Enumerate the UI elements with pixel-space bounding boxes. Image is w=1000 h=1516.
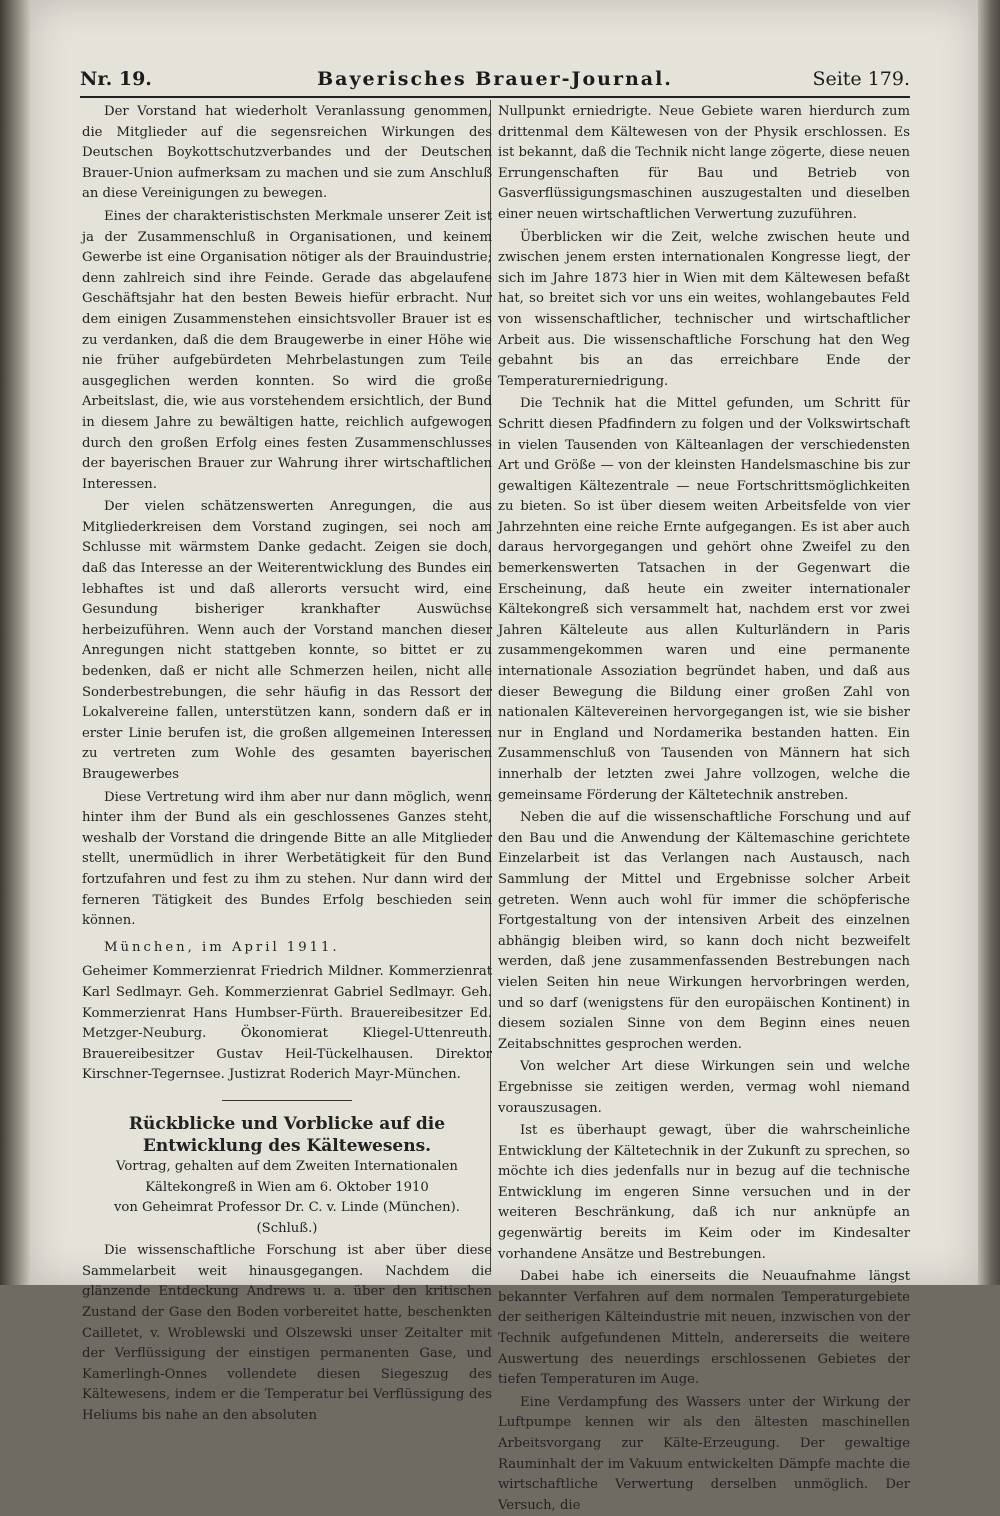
article-continuation-note: (Schluß.) [256,1220,318,1236]
paragraph: Von welcher Art diese Wirkungen sein und welche Ergebnisse sie zeitigen werden, vermag wohl niemand vorauszusagen. [498,1059,910,1116]
paragraph: Ist es überhaupt gewagt, über die wahrscheinliche Entwicklung der Kältetechnik in der Zukunft zu sprechen, so möchte ich dies jedenfalls nur in bezug auf die technische Entwicklung im engeren Sinne versuchen und in der weiteren Beschränkung, daß ich nur anknüpfe an gegenwärtig bereits im Keim oder im Kindesalter vorhandene Ansätze und Bestrebungen. [498,1123,910,1262]
place-date: München, im April 1911. [104,939,340,955]
paragraph: Neben die auf die wissenschaftliche Forschung und auf den Bau und die Anwendung der Kältemaschine gerichtete Einzelarbeit ist das Verlangen nach Austausch, nach Sammlung der Mittel und Ergebnisse solcher Arbeit getreten. Wenn auch wohl für immer die schöpferische Fortgestaltung von der intensiven Arbeit des einzelnen abhängig bleiben wird, so kann doch nicht bezweifelt werden, daß jene zusammenfassenden Bestrebungen nach vielen Seiten hin neue Wirkungen hervorbringen werden, und so darf (wenigstens für den europäischen Kontinent) in diesem sozialen Sinne von dem Beginn eines neuen Zeitabschnittes gesprochen werden. [498,810,910,1052]
paragraph: Die Technik hat die Mittel gefunden, um Schritt für Schritt diesen Pfadfindern zu folgen und der Volkswirtschaft in vielen Tausenden von Kälteanlagen der verschiedensten Art und Größe — von der kleinsten Handelsmaschine bis zur gewaltigen Kältezentrale — neue Fortschrittsmöglichkeiten zu bieten. So ist über diesem weiten Arbeitsfelde von vier Jahrzehnten eine reiche Ernte aufgegangen. Es ist aber auch daraus hervorgegangen und gehört ohne Zweifel zu den bemerkenswerten Tatsachen in der Gegenwart die Erscheinung, daß heute ein zweiter internationaler Kältekongreß sich versammelt hat, nachdem erst vor zwei Jahren Kälteleute aus allen Kulturländern in Paris zusammengekommen waren und eine permanente internationale Assoziation begründet haben, und daß aus dieser Bewegung die Bildung einer großen Zahl von nationalen Kältevereinen hervorgegangen ist, wie sie bisher nur in England und Nordamerika bestanden hatten. Ein Zusammenschluß von Tausenden von Männern hat sich innerhalb der letzten zwei Jahre vollzogen, welche die gemeinsame Förderung der Kältetechnik anstreben. [498,396,910,803]
paragraph: Diese Vertretung wird ihm aber nur dann möglich, wenn hinter ihm der Bund als ein geschlossenes Ganzes steht, weshalb der Vorstand die dringende Bitte an alle Mitglieder stellt, unermüdlich in ihrer Werbetätigkeit für den Bund fortzufahren und fest zu ihm zu stehen. Nur dann wird der ferneren Tätigkeit des Bundes Erfolg beschieden sein können. [82,789,492,929]
page-edge [978,0,1000,1285]
paragraph: Die wissenschaftliche Forschung ist aber über diese Sammelarbeit weit hinausgegangen. Nachdem die glänzende Entdeckung Andrews u. a. über den kritischen Zustand der Gase den Boden vorbereitet hatte, beschenkten Cailletet, v. Wroblewski und Olszewski unser Zeitalter mit der Verflüssigung der einstigen permanenten Gase, und Kamerlingh-Onnes vollendete diesen Siegeszug des Kältewesens, indem er die Temperatur bei Verflüssigung des Heliums bis nahe an den absoluten [82,1243,492,1424]
journal-title: Bayerisches Brauer-Journal. [317,68,673,90]
paragraph: Der vielen schätzenswerten Anregungen, die aus Mitgliederkreisen dem Vorstand zugingen, sei noch am Schlusse mit wärmstem Danke gedacht. Zeigen sie doch, daß das Interesse an der Weiterentwicklung des Bundes ein lebhaftes ist und daß allerorts versucht wird, eine Gesundung bisheriger krankhafter Auswüchse herbeizuführen. Wenn auch der Vorstand manchen dieser Anregungen nicht stattgeben konnte, so bittet er zu bedenken, daß er nicht alle Schmerzen heilen, nicht alle Sonderbestrebungen, die sehr häufig in das Ressort der Lokalvereine fallen, unterstützen kann, sondern daß er in erster Linie berufen ist, die großen allgemeinen Interessen zu vertreten zum Wohle des gesamten bayerischen Braugewerbes [82,499,492,782]
book-binding-gutter [0,0,30,1285]
issue-number: Nr. 19. [80,68,152,90]
paragraph: Dabei habe ich einerseits die Neuaufnahme längst bekannter Verfahren auf dem normalen Temperaturgebiete der seitherigen Kälteindustrie mit neuen, inzwischen von der Technik aufgefundenen Mitteln, andererseits die weitere Auswertung des neuerdings erschlossenen Gebietes der tiefen Temperaturen im Auge. [498,1269,910,1388]
article-author: von Geheimrat Professor Dr. C. v. Linde (München). [113,1200,460,1216]
page-number: Seite 179. [812,68,910,90]
running-header [80,66,910,98]
signatories: Geheimer Kommerzienrat Friedrich Mildner. Kommerzienrat Karl Sedlmayr. Geh. Kommerzienrat Gabriel Sedlmayr. Geh. Kommerzienrat Hans Humbser-Fürth. Brauereibesitzer Ed. Metzger-Neuburg. Ökonomierat Kliegel-Uttenreuth. Brauereibesitzer Gustav Heil-Tückelhausen. Direktor Kirschner-Tegernsee. Justizrat Roderich Mayr-München. [82,964,492,1083]
article-subtitle: Vortrag, gehalten auf dem Zweiten Internationalen Kältekongreß in Wien am 6. Oktober 1910 [116,1158,458,1195]
paragraph: Nullpunkt erniedrigte. Neue Gebiete waren hierdurch zum drittenmal dem Kältewesen von der Physik erschlossen. Es ist bekannt, daß die Technik nicht lange zögerte, diese neuen Errungenschaften für Bau und Betrieb von Gasverflüssigungsmaschinen auszugestalten und dieselben einer neuen wirtschaftlichen Verwertung zuzuführen. [498,104,910,222]
right-column [498,102,910,1516]
paragraph: Überblicken wir die Zeit, welche zwischen heute und zwischen jenem ersten internationalen Kongresse liegt, der sich im Jahre 1873 hier in Wien mit dem Kältewesen befaßt hat, so breitet sich vor uns ein weites, wohlangebautes Feld von wissenschaftlicher, technischer und wirtschaftlicher Arbeit aus. Die wissenschaftliche Forschung hat den Weg gebahnt bis an das erreichbare Ende der Temperaturerniedrigung. [498,229,910,389]
article-title: Rückblicke und Vorblicke auf die Entwicklung des Kältewesens. [128,1113,446,1156]
section-separator [222,1100,352,1101]
paragraph: Der Vorstand hat wiederholt Veranlassung genommen, die Mitglieder auf die segensreichen Wirkungen des Deutschen Boykottschutzverbandes und der Deutschen Brauer-Union aufmerksam zu machen und sie zum Anschluß an diese Vereinigungen zu bewegen. [82,104,492,202]
paragraph: Eine Verdampfung des Wassers unter der Wirkung der Luftpumpe kennen wir als den ältesten maschinellen Arbeitsvorgang zur Kälte-Erzeugung. Der gewaltige Rauminhalt der im Vakuum entwickelten Dämpfe machte die wirtschaftliche Verwertung derselben unmöglich. Der Versuch, die [498,1394,910,1513]
left-column [82,102,492,1427]
paragraph: Eines der charakteristischsten Merkmale unserer Zeit ist ja der Zusammenschluß in Organisationen, und keinem Gewerbe ist eine Organisation nötiger als der Brauindustrie; denn zahlreich sind ihre Feinde. Gerade das abgelaufene Geschäftsjahr hat den besten Beweis hiefür erbracht. Nur dem einigen Zusammenstehen einsichtsvoller Brauer ist es zu verdanken, daß die dem Braugewerbe in einer Höhe wie nie früher aufgebürdeten Mehrbelastungen zum Teile ausgeglichen werden konnten. So wird die große Arbeitslast, die, wie aus vorstehendem ersichtlich, der Bund in diesem Jahre zu bewältigen hatte, reichlich aufgewogen durch den großen Erfolg eines festen Zusammenschlusses der bayerischen Brauer zur Wahrung ihrer wirtschaftlichen Interessen. [82,208,492,492]
